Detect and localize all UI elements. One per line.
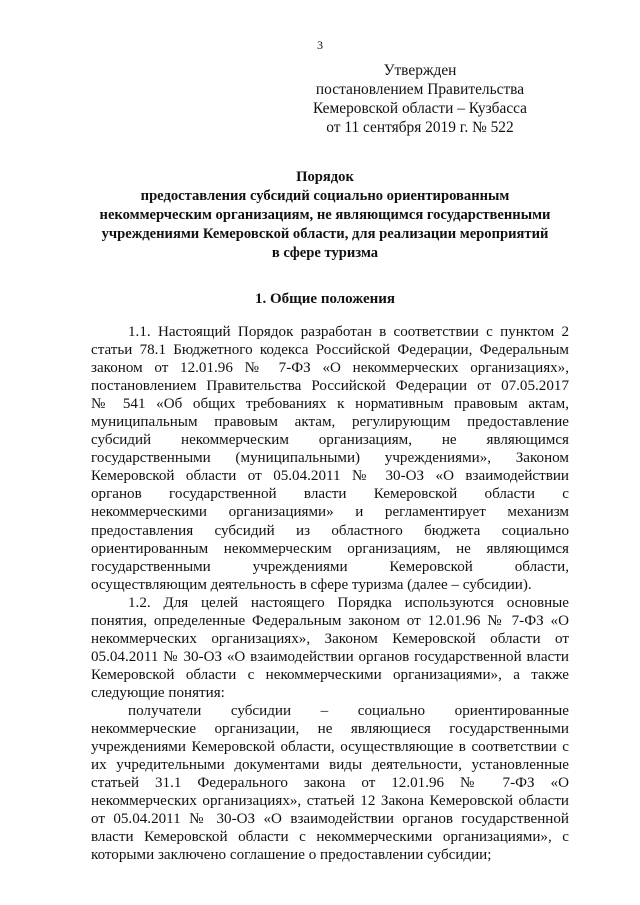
approval-line: Утвержден	[383, 62, 457, 79]
text-line: осуществляющим деятельность в сфере туризма (далее – субсидии).	[91, 576, 532, 593]
text-line: некоммерческими организациями» и регламентирует механизм	[91, 504, 569, 521]
section-heading: 1. Общие положения	[254, 291, 396, 307]
approval-block	[300, 61, 540, 137]
text-line: муниципальным правовым актам, регулирующим предоставление	[91, 414, 569, 431]
text-line: 1.1. Настоящий Порядок разработан в соответствии с пунктом 2	[128, 324, 569, 340]
text-line: некоммерческие организации, не являющиеся государственными	[91, 721, 569, 738]
text-line: Кемеровской области от 05.04.2011 № 30-ОЗ «О взаимодействии	[91, 468, 569, 485]
text-line: учреждениями Кемеровской области, осуществляющие в соответствии с	[91, 739, 569, 756]
approval-line: от 11 сентября 2019 г. № 522	[326, 119, 514, 136]
text-line: субсидий некоммерческим организациям, не являющимся	[91, 432, 569, 449]
text-line: статьей 31.1 Федерального закона от 12.01.96 № 7-ФЗ «О	[91, 775, 569, 792]
text-line: Кемеровской области с некоммерческими организациями», а также	[91, 666, 569, 683]
title-line: Порядок	[296, 169, 354, 185]
text-line: государственными учреждениями Кемеровской области,	[91, 558, 569, 575]
title-line: в сфере туризма	[271, 245, 379, 261]
text-line: власти Кемеровской области с некоммерческими организациями», с	[91, 829, 569, 846]
text-line: следующие понятия:	[91, 684, 225, 701]
text-line: государственными (муниципальными) учреждениями», Законом	[91, 450, 569, 467]
text-line: законом от 12.01.96 № 7-ФЗ «О некоммерческих организациях»,	[91, 360, 569, 377]
title-line: учреждениями Кемеровской области, для реализации мероприятий	[101, 226, 549, 242]
text-line: 05.04.2011 № 30-ОЗ «О взаимодействии органов государственной власти	[91, 648, 569, 665]
document-title	[90, 168, 560, 263]
approval-line: постановлением Правительства	[315, 81, 525, 98]
title-line: предоставления субсидий социально ориентированным	[140, 188, 510, 204]
text-line: № 541 «Об общих требованиях к нормативным правовым актам,	[91, 396, 569, 413]
text-line: предоставления субсидий из областного бюджета социально	[91, 522, 569, 539]
page-number: 3	[317, 38, 323, 52]
text-line: которыми заключено соглашение о предоставлении субсидии;	[91, 847, 492, 864]
text-line: некоммерческих организациях», статьей 12 Закона Кемеровской области	[91, 793, 569, 810]
text-line: получатели субсидии – социально ориентированные	[128, 702, 569, 719]
text-line: ориентированным некоммерческим организациям, не являющимся	[91, 540, 569, 557]
text-line: от 05.04.2011 № 30-ОЗ «О взаимодействии органов государственной	[91, 811, 569, 828]
title-line: некоммерческим организациям, не являющимся государственными	[99, 207, 551, 223]
text-line: органов государственной власти Кемеровской области с	[91, 486, 569, 503]
text-line: статьи 78.1 Бюджетного кодекса Российской Федерации, Федеральным	[91, 342, 569, 359]
text-line: постановлением Правительства Российской Федерации от 07.05.2017	[91, 378, 569, 395]
text-line: их учредительными документами виды деятельности, установленные	[91, 757, 569, 774]
approval-line: Кемеровской области – Кузбасса	[312, 100, 528, 117]
text-line: понятия, определенные Федеральным законом от 12.01.96 № 7-ФЗ «О	[91, 612, 569, 629]
body-text	[91, 323, 569, 864]
text-line: некоммерческих организациях», Законом Кемеровской области от	[91, 630, 569, 647]
text-line: 1.2. Для целей настоящего Порядка используются основные	[128, 594, 569, 611]
